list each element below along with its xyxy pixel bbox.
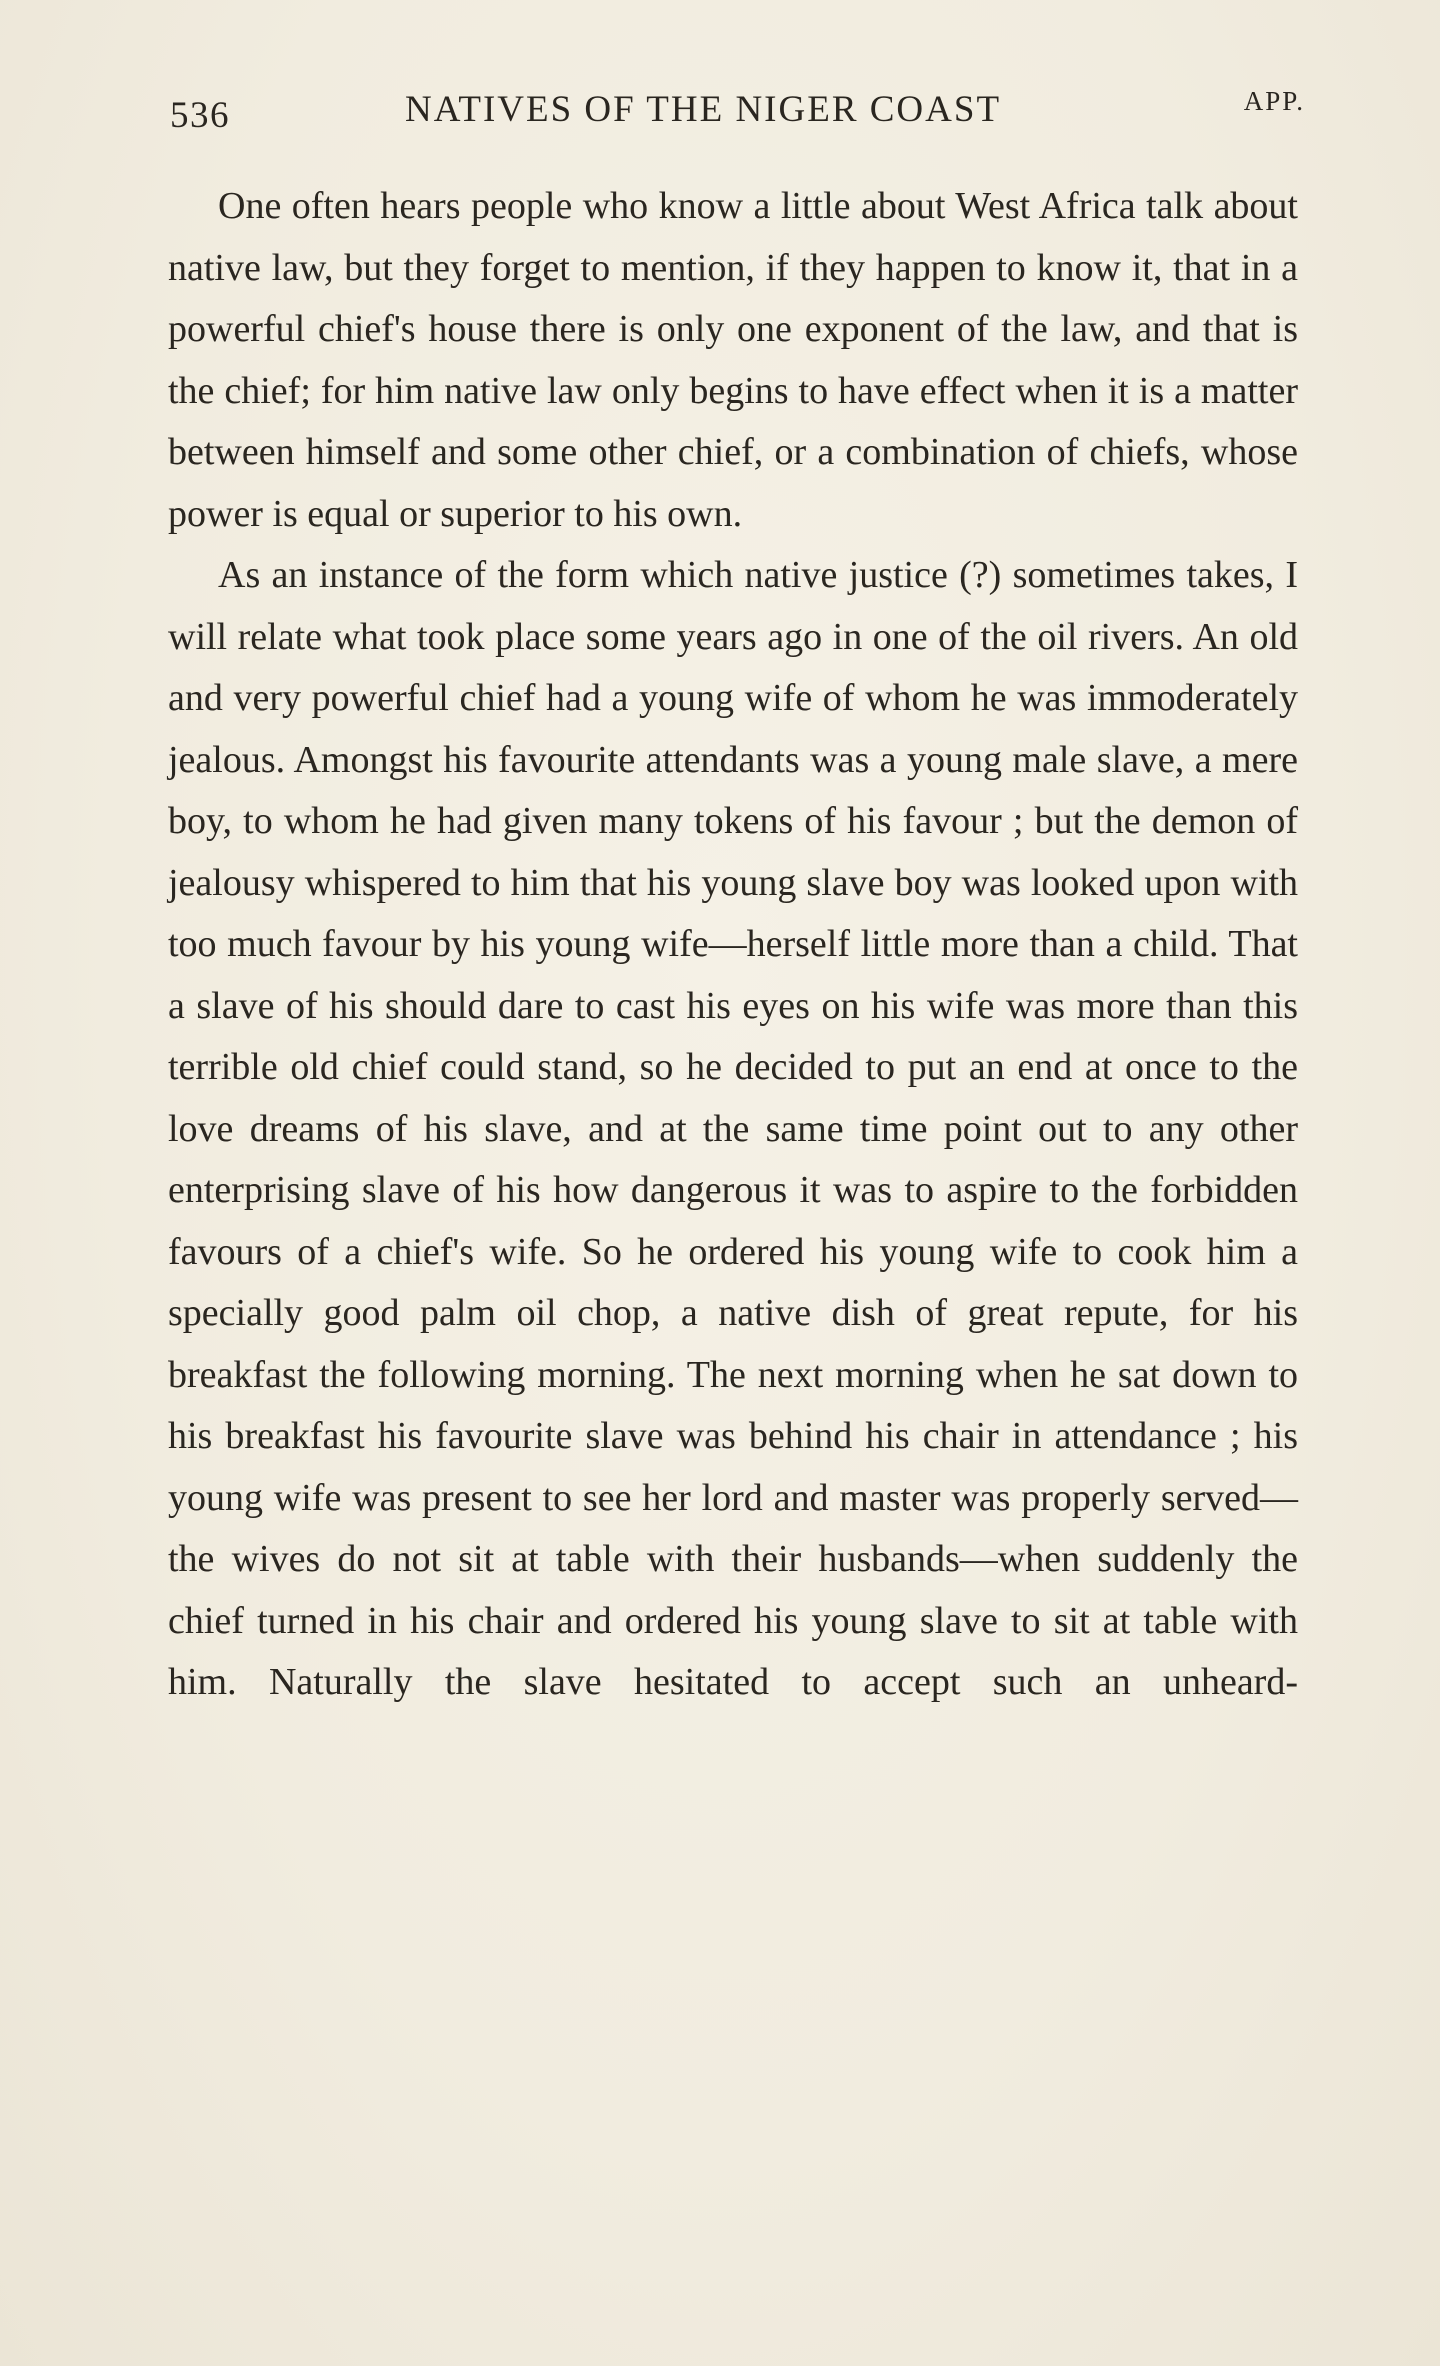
running-title: NATIVES OF THE NIGER COAST [405,89,1002,130]
paragraph-native-justice: As an instance of the form which native justice (?) sometimes takes, I will relate what took place some years ago in one of the oil rivers. An old and very powerful chief had a young wife of whom he was immoderately jealous. Amongst his favourite attendants was a young male slave, a mere boy, to whom he had given many tokens of his favour ; but the demon of jealousy whispered to him that his young slave boy was looked upon with too much favour by his young wife—herself little more than a child. That a slave of his should dare to cast his eyes on his wife was more than this terrible old chief could stand, so he decided to put an end at once to the love dreams of his slave, and at the same time point out to any other enterprising slave of his how dangerous it was to aspire to the forbidden favours of a chief's wife. So he ordered his young wife to cook him a specially good palm oil chop, a native dish of great repute, for his breakfast the following morning. The next morning when he sat down to his breakfast his favourite slave was behind his chair in attendance ; his young wife was present to see her lord and master was properly served—the wives do not sit at table with their husbands—when suddenly the chief turned in his chair and ordered his young slave to sit at table with him. Naturally the slave hesitated to accept such an unheard- [168,554,1298,1703]
section-mark: APP. [1243,86,1305,116]
body-text [168,176,1298,1714]
paragraph-native-law: One often hears people who know a little about West Africa talk about native law, but they forget to mention, if they happen to know it, that in a powerful chief's house there is only one exponent of the law, and that is the chief; for him native law only begins to have effect when it is a matter between himself and some other chief, or a combination of chiefs, whose power is equal or superior to his own. [168,185,1298,535]
page-number: 536 [170,95,230,136]
page-header [170,88,1305,138]
